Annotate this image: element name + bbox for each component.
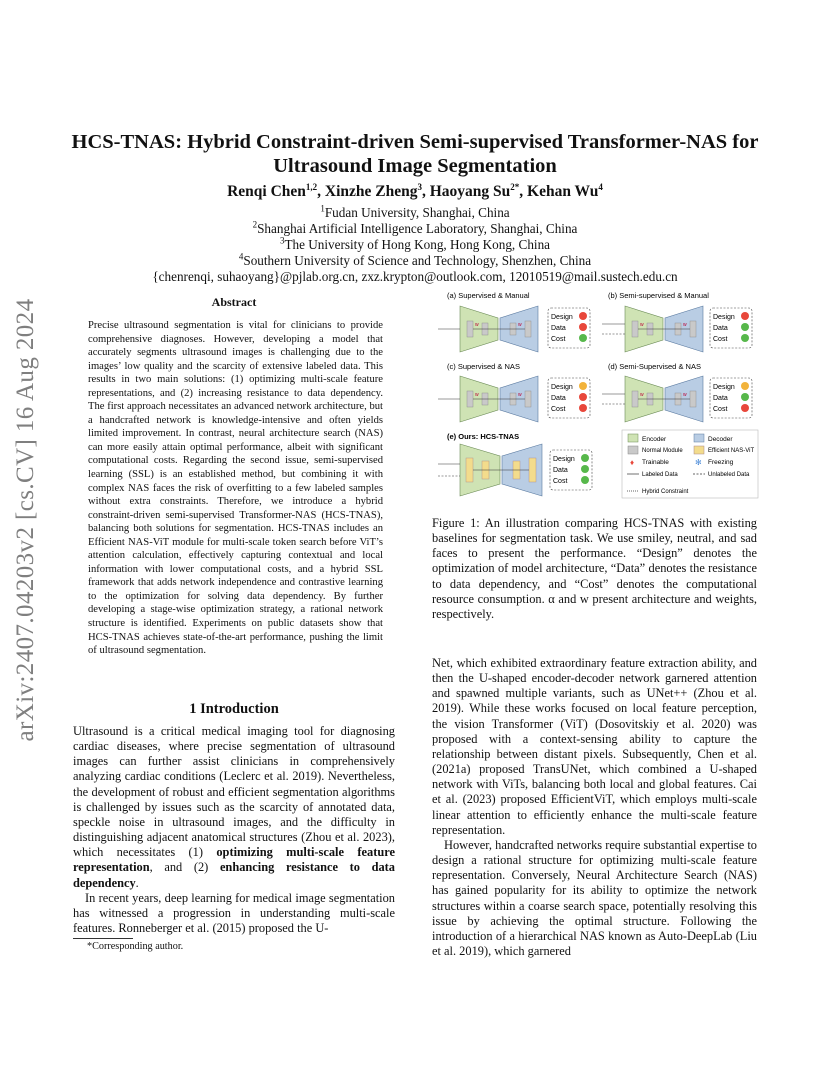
sad-face-icon	[579, 323, 587, 331]
data-label: Data	[553, 467, 568, 474]
happy-face-icon	[581, 476, 589, 484]
affiliation	[70, 205, 760, 221]
panel-b-label: (b) Semi-supervised & Manual	[608, 291, 709, 300]
arxiv-stamp	[6, 280, 46, 760]
happy-face-icon	[581, 454, 589, 462]
author-affil-sup: 4	[598, 181, 603, 192]
data-label: Data	[551, 325, 566, 332]
sad-face-icon	[741, 312, 749, 320]
affil-text: Fudan University, Shanghai, China	[324, 205, 510, 220]
figure-1-svg: w w (a) Supervised & Manual Design Data Cost (b) Semi-supervised & Manual Design Data Cost (c) Supervised & NAS Design Data Cost (d) Semi-Supervised & NAS Design Data Cost (e) Ours: HCS-TNAS Design Data Cost Encoder Decoder Normal Module Efficient NAS-ViT ♦ Trainable ✻ Freezing Labeled Data Unlabeled Data Hybrid Constraint	[430, 288, 760, 500]
email-list: {chenrenqi, suhaoyang}@pjlab.org.cn, zxz.krypton@outlook.com, 12010519@mail.sustech.edu.cn	[152, 269, 678, 284]
affil-text: The University of Hong Kong, Hong Kong, China	[284, 237, 551, 252]
affil-sup: 2	[252, 219, 258, 230]
legend-labeled-data: Labeled Data	[642, 472, 678, 478]
cost-label: Cost	[551, 406, 566, 413]
design-label: Design	[551, 314, 573, 321]
cost-label: Cost	[713, 406, 728, 413]
affil-text: Shanghai Artificial Intelligence Laboratory, Shanghai, China	[257, 221, 578, 236]
legend-hybrid-constraint: Hybrid Constraint	[642, 489, 689, 495]
affil-sup: 4	[238, 251, 244, 262]
happy-face-icon	[741, 323, 749, 331]
design-label: Design	[713, 384, 735, 391]
affil-text: Southern University of Science and Technology, Shenzhen, China	[243, 253, 592, 268]
sad-face-icon	[579, 393, 587, 401]
abstract-body: Precise ultrasound segmentation is vital for clinicians to provide comprehensive diagnoses. However, developing a model that accurately segments ultrasound images is challenging due to the images’ low quality and the scarcity of extensive labeled data. This results in two main solutions: (1) optimizing multi-scale feature representations, and (2) increasing resistance to data dependency. The first approach necessitates an advanced network architecture, but a handcrafted network is knowledge-intensive and often yields limited improvement. In contrast, neural architecture search (NAS) can more easily attain optimal performance, albeit with significant computational costs. Regarding the second issue, semi-supervised learning (SSL) is an established method, but combining it with complex NAS faces the risk of overfitting to a few labeled samples without extra constraints. Therefore, we introduce a hybrid constraint-driven semi-supervised Transformer-NAS (HCS-TNAS), balancing both solutions for segmentation. HCS-TNAS includes an Efficient NAS-ViT module for multi-scale token search before ViT’s attention calculation, effectively capturing contextual and local information with lower computational costs, and a hybrid SSL framework that adds network independence and contrastive learning to the optimization for solving data dependency. By further developing a stage-wise optimization strategy, a rational network structure is identified. Experiments on public datasets show that HCS-TNAS achieves state-of-the-art performance, pushing the limit of ultrasound segmentation.	[88, 320, 383, 657]
footnote-rule	[73, 938, 133, 939]
title-line-2: Ultrasound Image Segmentation	[273, 155, 557, 177]
fire-icon: ♦	[630, 458, 635, 467]
data-label: Data	[713, 325, 728, 332]
affiliation	[70, 253, 760, 269]
intro-paragraph	[73, 724, 395, 891]
sad-face-icon	[579, 404, 587, 412]
legend-decoder: Decoder	[708, 436, 733, 443]
introduction-body	[73, 724, 395, 936]
author-name: Renqi Chen	[227, 183, 306, 200]
author-name: Xinzhe Zheng	[324, 183, 418, 200]
design-label: Design	[551, 384, 573, 391]
affil-sup: 3	[279, 235, 285, 246]
cost-label: Cost	[713, 336, 728, 343]
author-name: Kehan Wu	[527, 183, 599, 200]
footnote: *Corresponding author.	[87, 941, 184, 952]
body-paragraph: Net, which exhibited extraordinary feature extraction ability, and then the U-shaped encoder-decoder network garnered attention and spawned multiple variants, such as UNet++ (Zhou et al. 2019). While these works focused on local feature perception, the vision Transformer (ViT) (Dosovitskiy et al. 2020) was proposed with a context-sensing ability to capture the relationship between distant pixels. Subsequently, Chen et al. (2021a) proposed TransUNet, which combined a U-shaped network with ViTs, balancing both local and global features. Cai et al. (2023) proposed EfficientViT, which employs multi-scale linear attention to efficiently enhance the multi-scale feature representation.	[432, 656, 757, 837]
intro-bold-text: optimizing multi-scale feature representation	[73, 845, 395, 875]
affiliation	[70, 237, 760, 253]
legend-freezing: Freezing	[708, 459, 734, 466]
figure-1-caption: Figure 1: An illustration comparing HCS-TNAS with existing baselines for segmentation task. We use smiley, neutral, and sad faces to present the performance. “Design” denotes the optimization of model architecture, “Data” denotes the resistance to data dependency, and “Cost” denotes the computational resource consumption. α and w present architecture and weights, respectively.	[432, 516, 757, 621]
data-label: Data	[713, 395, 728, 402]
legend-unlabeled-data: Unlabeled Data	[708, 472, 750, 478]
panel-d-label: (d) Semi-Supervised & NAS	[608, 362, 701, 371]
author-name: Haoyang Su	[429, 183, 511, 200]
design-label: Design	[713, 314, 735, 321]
panel-e-label: (e) Ours: HCS-TNAS	[447, 432, 520, 441]
intro-text: Ultrasound is a critical medical imaging tool for diagnosing cardiac diseases, where precise segmentation of ultrasound images can further assist clinicians in comprehensively analyzing cardiac conditions (Leclerc et al. 2019). Nevertheless, the development of robust and efficient segmentation algorithms is challenged by issues such as the scarcity of annotated data, speckle noise in ultrasound images, and the difficulty in distinguishing adjacent anatomical structures (Zhou et al. 2023), which necessitates (1)	[73, 724, 395, 860]
panel-c-label: (c) Supervised & NAS	[447, 362, 520, 371]
happy-face-icon	[579, 334, 587, 342]
neutral-face-icon	[741, 382, 749, 390]
affiliation	[70, 221, 760, 237]
cost-label: Cost	[551, 336, 566, 343]
panel-a-label: (a) Supervised & Manual	[447, 291, 530, 300]
paper-title	[70, 130, 760, 178]
arxiv-stamp-text: arXiv:2407.04203v2 [cs.CV] 16 Aug 2024	[12, 298, 39, 742]
intro-paragraph: In recent years, deep learning for medical image segmentation has witnessed a progression in understanding multi-scale features. Ronneberger et al. (2015) proposed the U-	[73, 890, 395, 936]
title-line-1: HCS-TNAS: Hybrid Constraint-driven Semi-supervised Transformer-NAS for	[71, 131, 759, 153]
cost-label: Cost	[553, 478, 568, 485]
affiliations	[70, 205, 760, 285]
intro-text: .	[135, 875, 139, 890]
right-column-body	[432, 656, 757, 959]
snowflake-icon: ✻	[695, 458, 702, 467]
legend-trainable: Trainable	[642, 459, 669, 466]
neutral-face-icon	[579, 382, 587, 390]
author-affil-sup: 2*	[510, 181, 520, 192]
body-paragraph: However, handcrafted networks require substantial expertise to design a rational structure for optimizing multi-scale feature representation. Conversely, Neural Architecture Search (NAS) has gained popularity for its ability to optimize the network structures within a coarse search space, potentially resolving this issue by achieving the optimal structure. Following the introduction of a hierarchical NAS known as Auto-DeepLab (Liu et al. 2019), which garnered	[432, 837, 757, 958]
section-heading-introduction: 1 Introduction	[189, 701, 279, 717]
legend-normal-module: Normal Module	[642, 448, 683, 454]
abstract-heading: Abstract	[211, 295, 257, 309]
legend-efficient-nas-vit: Efficient NAS-ViT	[708, 448, 755, 454]
author-affil-sup: 1,2	[305, 181, 318, 192]
intro-bold-text: enhancing resistance to data dependency	[73, 860, 395, 890]
sad-face-icon	[741, 404, 749, 412]
author-affil-sup: 3	[417, 181, 422, 192]
sad-face-icon	[579, 312, 587, 320]
author-list: Renqi Chen$^{1,2}$, Xinzhe Zheng$^3$, Haoyang $Su^{2*}$, Kehan Wu$^4$	[227, 181, 603, 200]
affil-sup: 1	[320, 203, 325, 214]
legend-encoder: Encoder	[642, 436, 667, 443]
happy-face-icon	[741, 393, 749, 401]
happy-face-icon	[581, 465, 589, 473]
design-label: Design	[553, 456, 575, 463]
happy-face-icon	[741, 334, 749, 342]
figure-1	[430, 288, 760, 500]
data-label: Data	[551, 395, 566, 402]
intro-text: , and (2)	[149, 860, 220, 875]
